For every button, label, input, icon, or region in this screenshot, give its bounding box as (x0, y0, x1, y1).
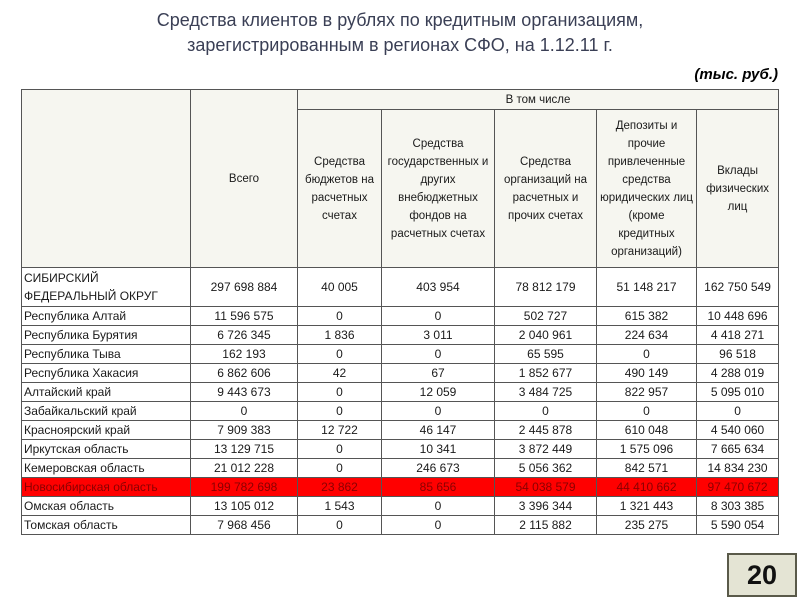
cell-budget: 0 (298, 383, 382, 402)
cell-funds: 10 341 (382, 440, 495, 459)
cell-total: 7 968 456 (191, 516, 298, 535)
cell-budget: 0 (298, 307, 382, 326)
cell-budget: 0 (298, 516, 382, 535)
cell-deposits-legal: 44 410 662 (597, 478, 697, 497)
cell-budget: 0 (298, 440, 382, 459)
cell-total: 297 698 884 (191, 268, 298, 307)
row-name: Республика Тыва (22, 345, 191, 364)
table-row (22, 459, 779, 478)
row-name: Новосибирская область (22, 478, 191, 497)
table-row (22, 307, 779, 326)
header-col-funds: Средства государственных и других внебюджетных фондов на расчетных счетах (382, 110, 495, 268)
units-label: (тыс. руб.) (694, 66, 778, 83)
cell-deposits-legal: 0 (597, 402, 697, 421)
cell-budget: 12 722 (298, 421, 382, 440)
cell-budget: 0 (298, 459, 382, 478)
slide-title (0, 8, 800, 58)
table-row (22, 326, 779, 345)
table-row (22, 421, 779, 440)
cell-funds: 0 (382, 516, 495, 535)
header-group: В том числе (298, 90, 779, 110)
row-name: Томская область (22, 516, 191, 535)
row-name: Республика Хакасия (22, 364, 191, 383)
cell-individuals: 0 (697, 402, 779, 421)
cell-individuals: 4 288 019 (697, 364, 779, 383)
deposits-table (21, 89, 779, 535)
cell-deposits-legal: 1 575 096 (597, 440, 697, 459)
cell-deposits-legal: 235 275 (597, 516, 697, 535)
row-name: Забайкальский край (22, 402, 191, 421)
header-col-budget: Средства бюджетов на расчетных счетах (298, 110, 382, 268)
cell-individuals: 14 834 230 (697, 459, 779, 478)
cell-total: 13 105 012 (191, 497, 298, 516)
cell-budget: 23 862 (298, 478, 382, 497)
cell-funds: 85 656 (382, 478, 495, 497)
cell-organizations: 65 595 (495, 345, 597, 364)
header-col-organizations: Средства организаций на расчетных и прочих счетах (495, 110, 597, 268)
cell-organizations: 502 727 (495, 307, 597, 326)
cell-organizations: 1 852 677 (495, 364, 597, 383)
cell-funds: 0 (382, 345, 495, 364)
cell-organizations: 2 040 961 (495, 326, 597, 345)
cell-deposits-legal: 842 571 (597, 459, 697, 478)
cell-organizations: 3 484 725 (495, 383, 597, 402)
cell-funds: 246 673 (382, 459, 495, 478)
row-name: Омская область (22, 497, 191, 516)
cell-funds: 3 011 (382, 326, 495, 345)
cell-individuals: 8 303 385 (697, 497, 779, 516)
cell-individuals: 4 540 060 (697, 421, 779, 440)
row-name: Кемеровская область (22, 459, 191, 478)
cell-funds: 46 147 (382, 421, 495, 440)
header-col-individuals: Вклады физических лиц (697, 110, 779, 268)
row-name: Республика Бурятия (22, 326, 191, 345)
cell-organizations: 78 812 179 (495, 268, 597, 307)
cell-total: 6 862 606 (191, 364, 298, 383)
row-name: Республика Алтай (22, 307, 191, 326)
table-row (22, 383, 779, 402)
cell-deposits-legal: 615 382 (597, 307, 697, 326)
cell-deposits-legal: 490 149 (597, 364, 697, 383)
title-line-2: зарегистрированным в регионах СФО, на 1.12.11 г. (187, 35, 613, 55)
cell-individuals: 4 418 271 (697, 326, 779, 345)
table-row (22, 497, 779, 516)
cell-total: 13 129 715 (191, 440, 298, 459)
cell-deposits-legal: 51 148 217 (597, 268, 697, 307)
cell-total: 9 443 673 (191, 383, 298, 402)
cell-deposits-legal: 610 048 (597, 421, 697, 440)
cell-funds: 12 059 (382, 383, 495, 402)
table-row (22, 345, 779, 364)
cell-organizations: 3 872 449 (495, 440, 597, 459)
cell-funds: 0 (382, 307, 495, 326)
cell-total: 162 193 (191, 345, 298, 364)
table-row (22, 364, 779, 383)
title-line-1: Средства клиентов в рублях по кредитным организациям, (156, 10, 644, 30)
cell-budget: 1 836 (298, 326, 382, 345)
cell-budget: 0 (298, 402, 382, 421)
cell-total: 6 726 345 (191, 326, 298, 345)
row-name: СИБИРСКИЙ ФЕДЕРАЛЬНЫЙ ОКРУГ (22, 268, 191, 307)
cell-deposits-legal: 822 957 (597, 383, 697, 402)
row-name: Иркутская область (22, 440, 191, 459)
cell-funds: 0 (382, 497, 495, 516)
cell-individuals: 7 665 634 (697, 440, 779, 459)
cell-total: 7 909 383 (191, 421, 298, 440)
cell-organizations: 2 445 878 (495, 421, 597, 440)
cell-total: 11 596 575 (191, 307, 298, 326)
cell-organizations: 3 396 344 (495, 497, 597, 516)
header-col-deposits-legal: Депозиты и прочие привлеченные средства юридических лиц (кроме кредитных организаций) (597, 110, 697, 268)
table-row (22, 440, 779, 459)
cell-budget: 40 005 (298, 268, 382, 307)
cell-individuals: 5 095 010 (697, 383, 779, 402)
cell-deposits-legal: 224 634 (597, 326, 697, 345)
table-row-total (22, 268, 779, 307)
cell-organizations: 54 038 579 (495, 478, 597, 497)
cell-organizations: 5 056 362 (495, 459, 597, 478)
cell-organizations: 2 115 882 (495, 516, 597, 535)
cell-total: 0 (191, 402, 298, 421)
cell-individuals: 5 590 054 (697, 516, 779, 535)
cell-budget: 1 543 (298, 497, 382, 516)
cell-funds: 403 954 (382, 268, 495, 307)
cell-budget: 0 (298, 345, 382, 364)
row-name: Красноярский край (22, 421, 191, 440)
cell-organizations: 0 (495, 402, 597, 421)
cell-individuals: 10 448 696 (697, 307, 779, 326)
cell-total: 21 012 228 (191, 459, 298, 478)
cell-budget: 42 (298, 364, 382, 383)
cell-individuals: 97 470 672 (697, 478, 779, 497)
table-row (22, 478, 779, 497)
header-total: Всего (191, 90, 298, 268)
cell-funds: 0 (382, 402, 495, 421)
cell-deposits-legal: 1 321 443 (597, 497, 697, 516)
cell-total: 199 782 698 (191, 478, 298, 497)
page-number: 20 (727, 553, 797, 597)
header-region (22, 90, 191, 268)
row-name: Алтайский край (22, 383, 191, 402)
cell-individuals: 162 750 549 (697, 268, 779, 307)
table-row (22, 402, 779, 421)
cell-deposits-legal: 0 (597, 345, 697, 364)
table-row (22, 516, 779, 535)
cell-individuals: 96 518 (697, 345, 779, 364)
cell-funds: 67 (382, 364, 495, 383)
